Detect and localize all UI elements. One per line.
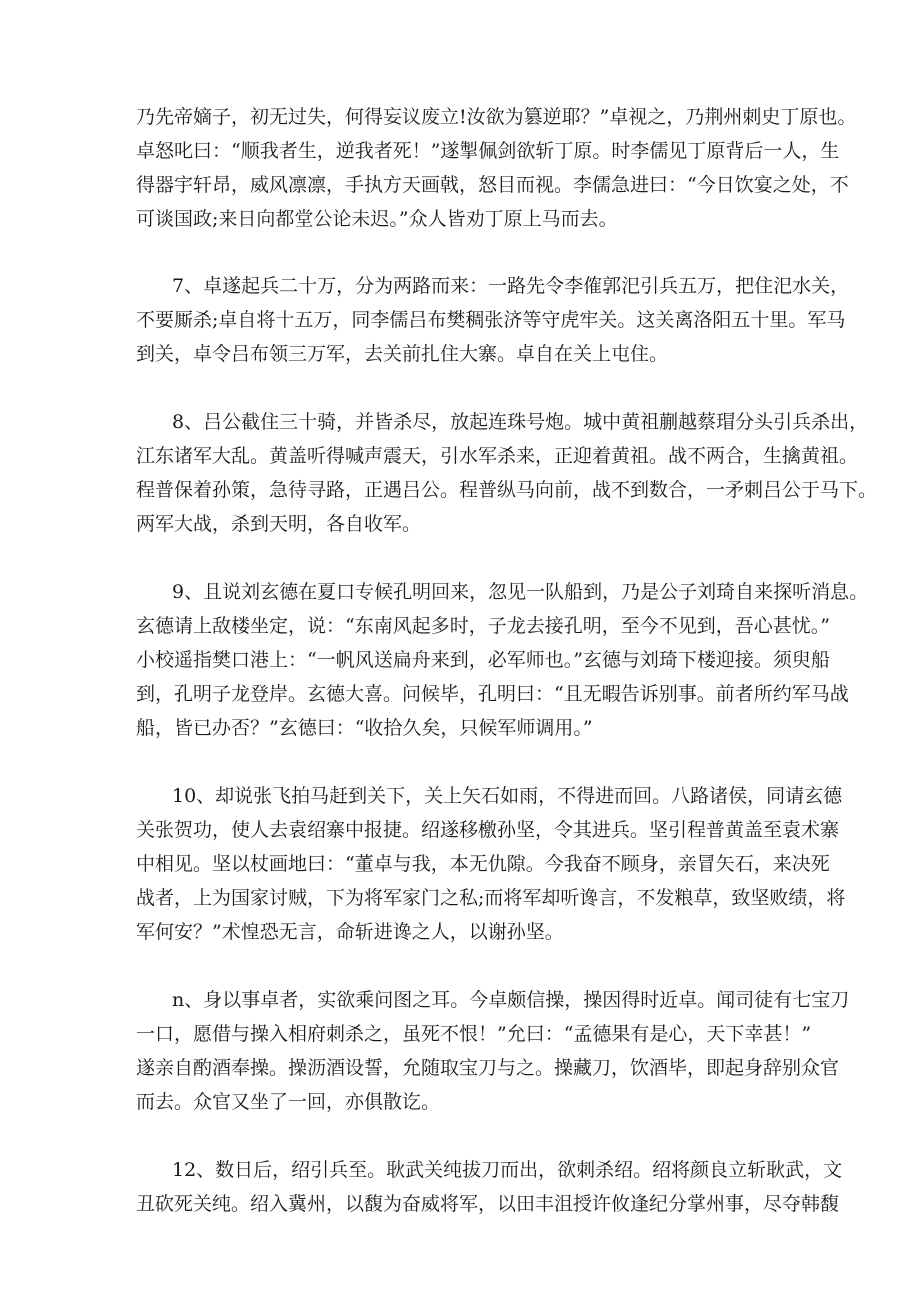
text-line: 可谈国政;来日向都堂公论未迟。”众人皆劝丁原上马而去。 bbox=[136, 208, 618, 230]
text-line: 玄德请上敌楼坐定，说：“东南风起多时，子龙去接孔明，至今不见到，吾心甚忧。” bbox=[136, 615, 830, 637]
text-line: 7、卓遂起兵二十万，分为两路而来：一路先令李傕郭汜引兵五万，把住汜水关， bbox=[172, 275, 850, 297]
text-line: 而去。众官又坐了一回，亦俱散讫。 bbox=[136, 1091, 441, 1113]
text-line: 两军大战，杀到天明，各自收军。 bbox=[136, 513, 422, 535]
text-line: 10、却说张飞拍马赶到关下，关上矢石如雨，不得进而回。八路诸侯，同请玄德 bbox=[172, 785, 843, 807]
text-line: 不要厮杀;卓自将十五万，同李儒吕布樊稠张济等守虎牢关。这关离洛阳五十里。军马 bbox=[136, 309, 846, 331]
text-line: 得器宇轩昂，威风凛凛，手执方天画戟，怒目而视。李儒急进曰：“今日饮宴之处，不 bbox=[136, 174, 849, 196]
text-line: 乃先帝嫡子，初无过失，何得妄议废立!汝欲为篡逆耶？”卓视之，乃荆州刺史丁原也。 bbox=[136, 106, 857, 128]
text-line: 一口，愿借与操入相府刺杀之，虽死不恨！”允曰：“孟德果有是心，天下幸甚！” bbox=[136, 1023, 812, 1045]
text-line: n、身以事卓者，实欲乘问图之耳。今卓颇信操，操因得时近卓。闻司徒有七宝刀 bbox=[172, 989, 850, 1011]
text-line: 到，孔明子龙登岸。玄德大喜。问候毕，孔明曰：“且无暇告诉别事。前者所约军马战 bbox=[136, 683, 849, 705]
text-line: 遂亲自酌酒奉操。操沥酒设誓，允随取宝刀与之。操藏刀，饮酒毕，即起身辞别众官 bbox=[136, 1057, 840, 1079]
text-line: 程普保着孙策，急待寻路，正遇吕公。程普纵马向前，战不到数合，一矛刺吕公于马下。 bbox=[136, 479, 878, 501]
text-line: 9、且说刘玄德在夏口专候孔明回来，忽见一队船到，乃是公子刘琦自来探听消息。 bbox=[172, 581, 869, 603]
text-line: 卓怒叱曰：“顺我者生，逆我者死！”遂掣佩剑欲斩丁原。时李儒见丁原背后一人，生 bbox=[136, 140, 840, 162]
text-line: 关张贺功，使人去袁绍寨中报捷。绍遂移檄孙坚，令其进兵。坚引程普黄盖至袁术寨 bbox=[136, 819, 840, 841]
text-line: 8、吕公截住三十骑，并皆杀尽，放起连珠号炮。城中黄祖蒯越蔡瑁分头引兵杀出， bbox=[172, 411, 869, 433]
text-line: 船，皆已办否？”玄德曰：“收拾久矣，只候军师调用。” bbox=[136, 717, 593, 739]
text-line: 到关，卓令吕布领三万军，去关前扎住大寨。卓自在关上屯住。 bbox=[136, 343, 669, 365]
text-line: 小校遥指樊口港上：“一帆风送扁舟来到，必军师也。”玄德与刘琦下楼迎接。须臾船 bbox=[136, 649, 830, 671]
text-line: 丑砍死关纯。绍入冀州，以馥为奋威将军，以田丰沮授许攸逢纪分掌州事，尽夺韩馥 bbox=[136, 1193, 840, 1215]
text-line: 军何安？”术惶恐无言，命斩进谗之人，以谢孙坚。 bbox=[136, 921, 564, 943]
text-line: 战者，上为国家讨贼，下为将军家门之私;而将军却听谗言，不发粮草，致坚败绩，将 bbox=[136, 887, 846, 909]
text-line: 12、数日后，绍引兵至。耿武关纯拔刀而出，欲刺杀绍。绍将颜良立斩耿武，文 bbox=[172, 1159, 843, 1181]
text-line: 江东诸军大乱。黄盖听得喊声震天，引水军杀来，正迎着黄祖。战不两合，生擒黄祖。 bbox=[136, 445, 859, 467]
text-line: 中相见。坚以杖画地曰：“董卓与我，本无仇隙。今我奋不顾身，亲冒矢石，来决死 bbox=[136, 853, 830, 875]
